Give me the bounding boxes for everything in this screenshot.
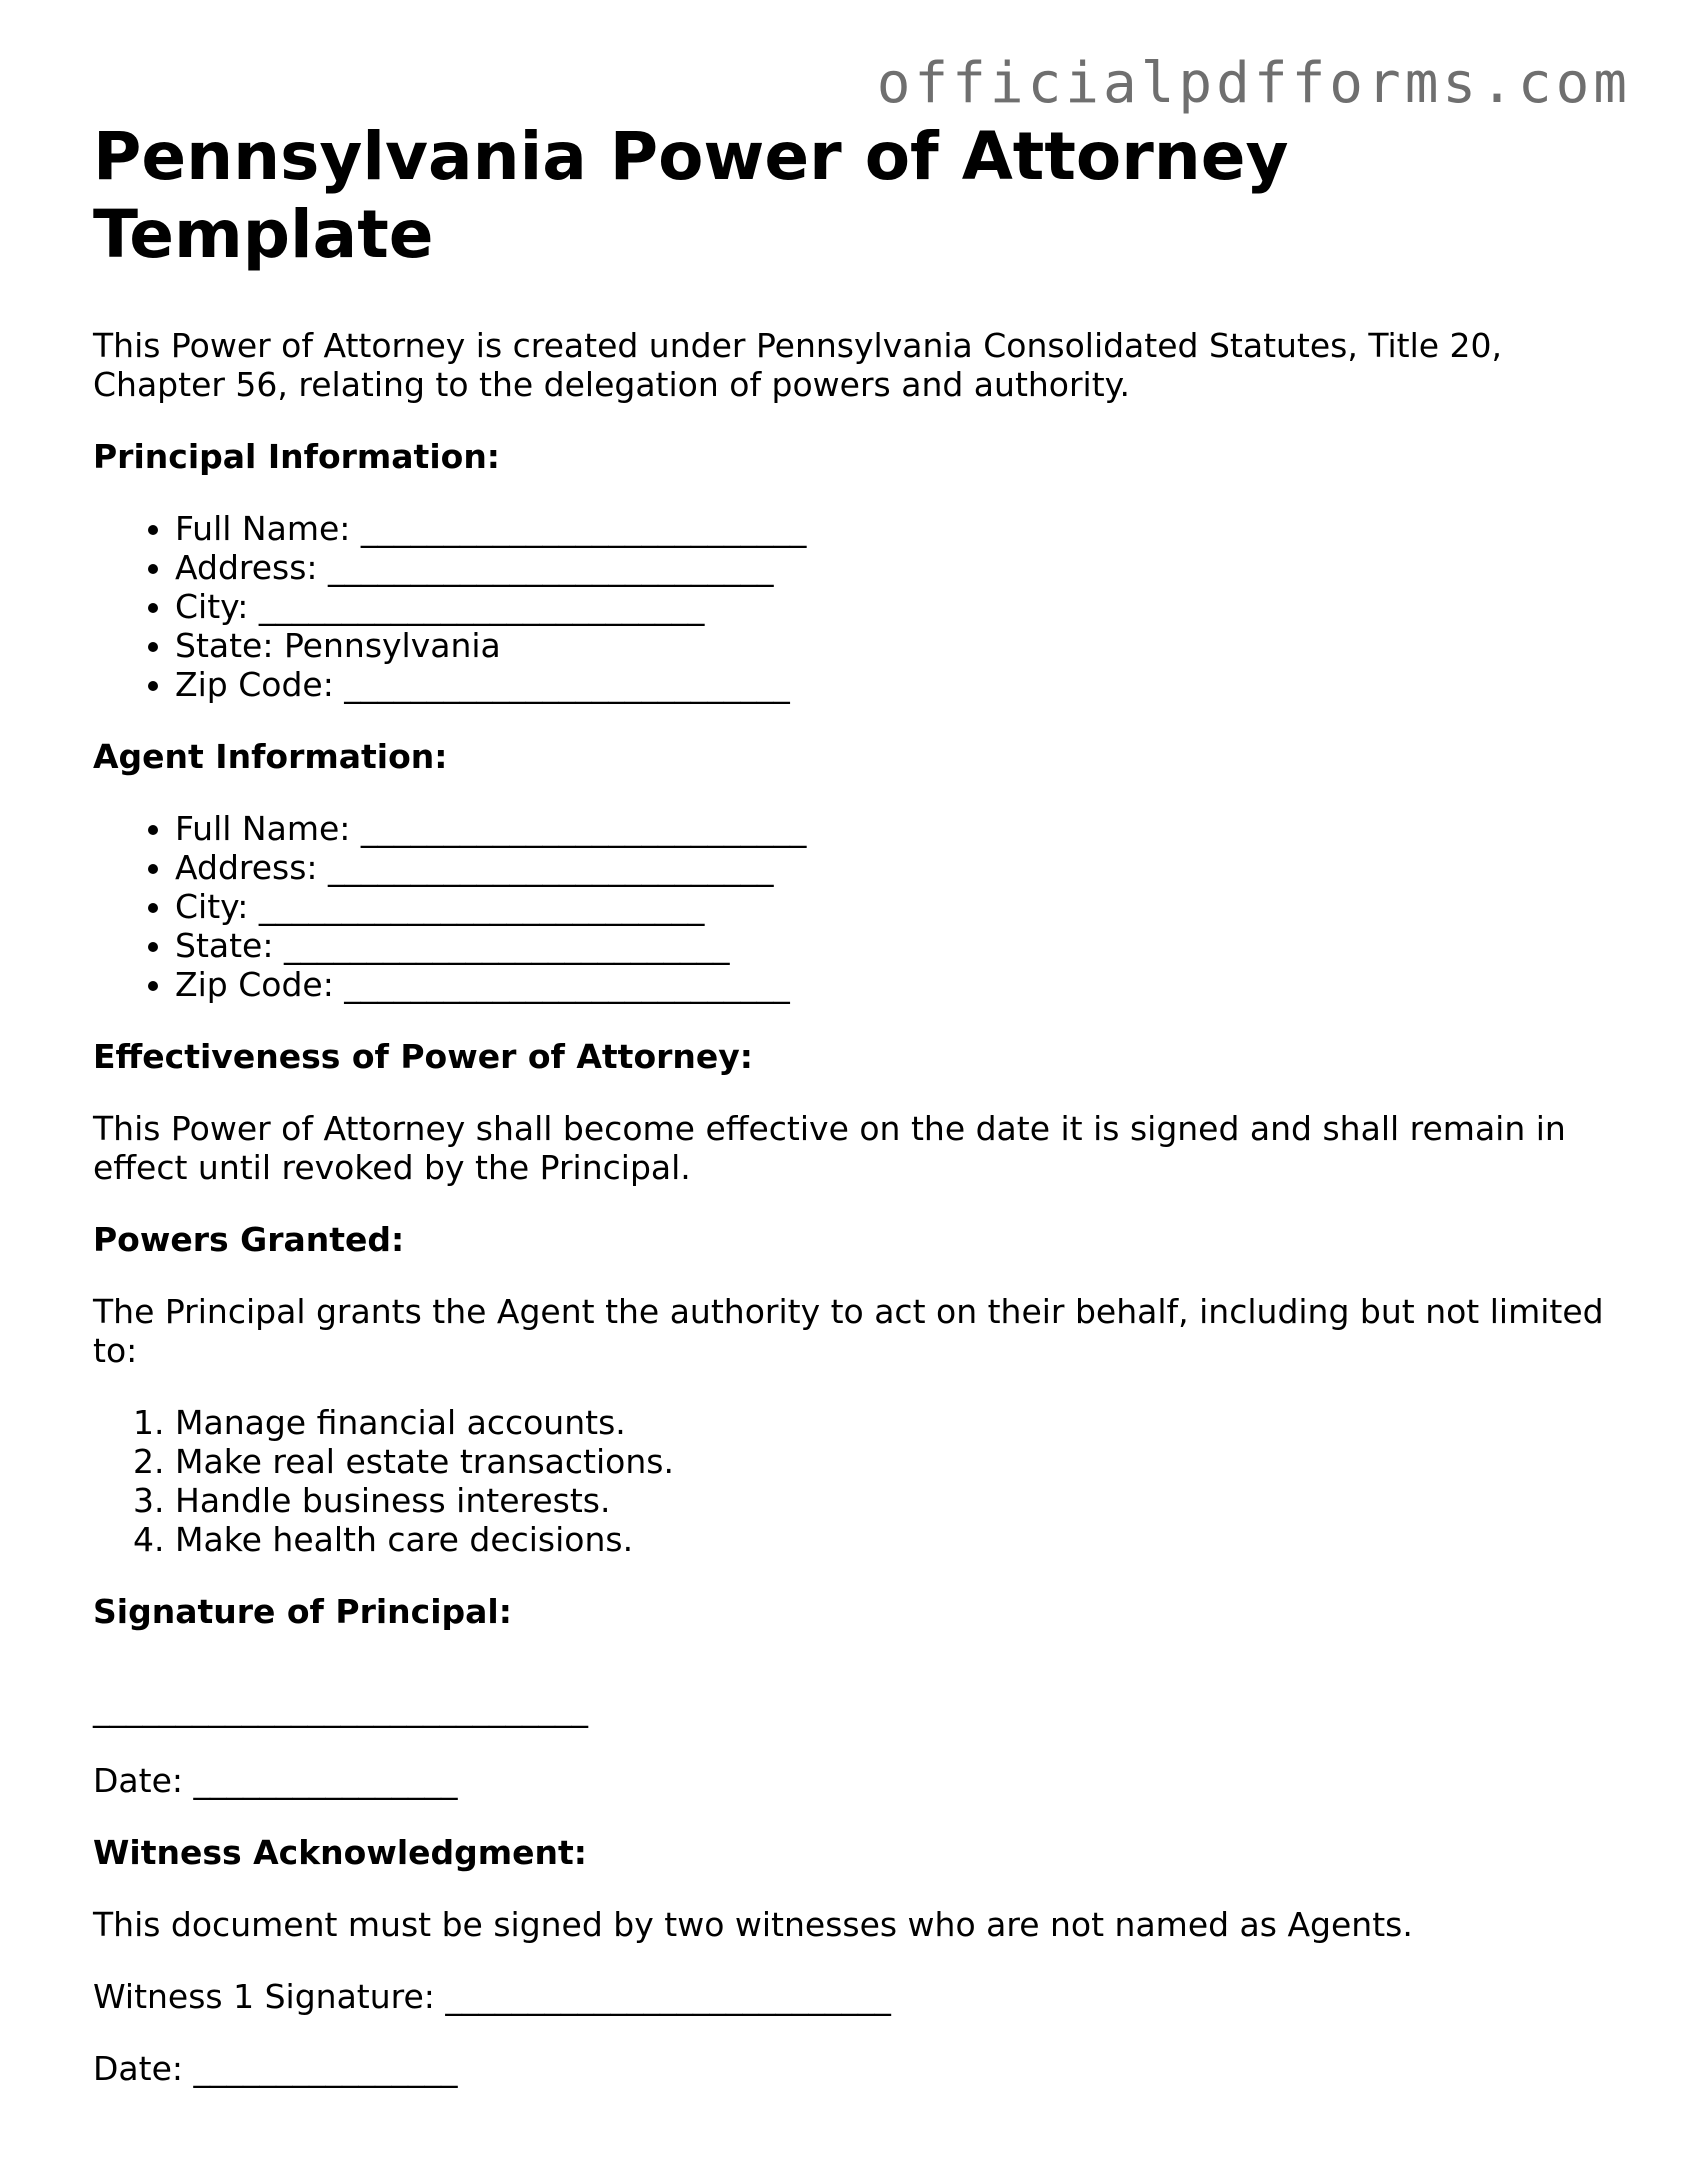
- agent-full-name-field[interactable]: • Full Name: ___________________________: [175, 809, 1613, 848]
- witness-1-signature-field[interactable]: Witness 1 Signature: ___________________________: [93, 1977, 891, 2016]
- principal-city-field[interactable]: • City: ___________________________: [175, 587, 1613, 626]
- document-title: Pennsylvania Power of Attorney Template: [93, 118, 1289, 273]
- signature-heading: Signature of Principal:: [93, 1592, 512, 1631]
- powers-paragraph: The Principal grants the Agent the authority to act on their behalf, including but not limited to:: [93, 1292, 1604, 1370]
- agent-state-field[interactable]: • State: ___________________________: [175, 926, 1613, 965]
- agent-address-field[interactable]: • Address: ___________________________: [175, 848, 1613, 887]
- effectiveness-heading: Effectiveness of Power of Attorney:: [93, 1037, 753, 1076]
- principal-full-name-field[interactable]: • Full Name: ___________________________: [175, 509, 1613, 548]
- intro-paragraph: This Power of Attorney is created under Pennsylvania Consolidated Statutes, Title 20, Chapter 56, relating to the delegation of powers and authority.: [93, 326, 1503, 404]
- powers-list: [93, 1403, 1613, 1559]
- principal-list: [93, 509, 1613, 704]
- document-body: [93, 118, 1613, 2121]
- agent-list: [93, 809, 1613, 1004]
- principal-zip-field[interactable]: • Zip Code: ___________________________: [175, 665, 1613, 704]
- powers-heading: Powers Granted:: [93, 1220, 405, 1259]
- power-item: 1. Manage financial accounts.: [175, 1403, 1613, 1442]
- principal-state-field: • State: Pennsylvania: [175, 626, 1613, 665]
- principal-heading: Principal Information:: [93, 437, 501, 476]
- power-item: 4. Make health care decisions.: [175, 1520, 1613, 1559]
- principal-date-field[interactable]: Date: ________________: [93, 1761, 458, 1800]
- effectiveness-paragraph: This Power of Attorney shall become effective on the date it is signed and shall remain in effect until revoked by the Principal.: [93, 1109, 1566, 1187]
- watermark: officialpdfforms.com: [876, 51, 1631, 116]
- principal-address-field[interactable]: • Address: ___________________________: [175, 548, 1613, 587]
- power-item: 2. Make real estate transactions.: [175, 1442, 1613, 1481]
- witness-1-date-field[interactable]: Date: ________________: [93, 2049, 458, 2088]
- agent-city-field[interactable]: • City: ___________________________: [175, 887, 1613, 926]
- power-item: 3. Handle business interests.: [175, 1481, 1613, 1520]
- agent-heading: Agent Information:: [93, 737, 448, 776]
- principal-signature-line[interactable]: ______________________________: [93, 1689, 588, 1728]
- witness-paragraph: This document must be signed by two witnesses who are not named as Agents.: [93, 1905, 1413, 1944]
- agent-zip-field[interactable]: • Zip Code: ___________________________: [175, 965, 1613, 1004]
- witness-heading: Witness Acknowledgment:: [93, 1833, 588, 1872]
